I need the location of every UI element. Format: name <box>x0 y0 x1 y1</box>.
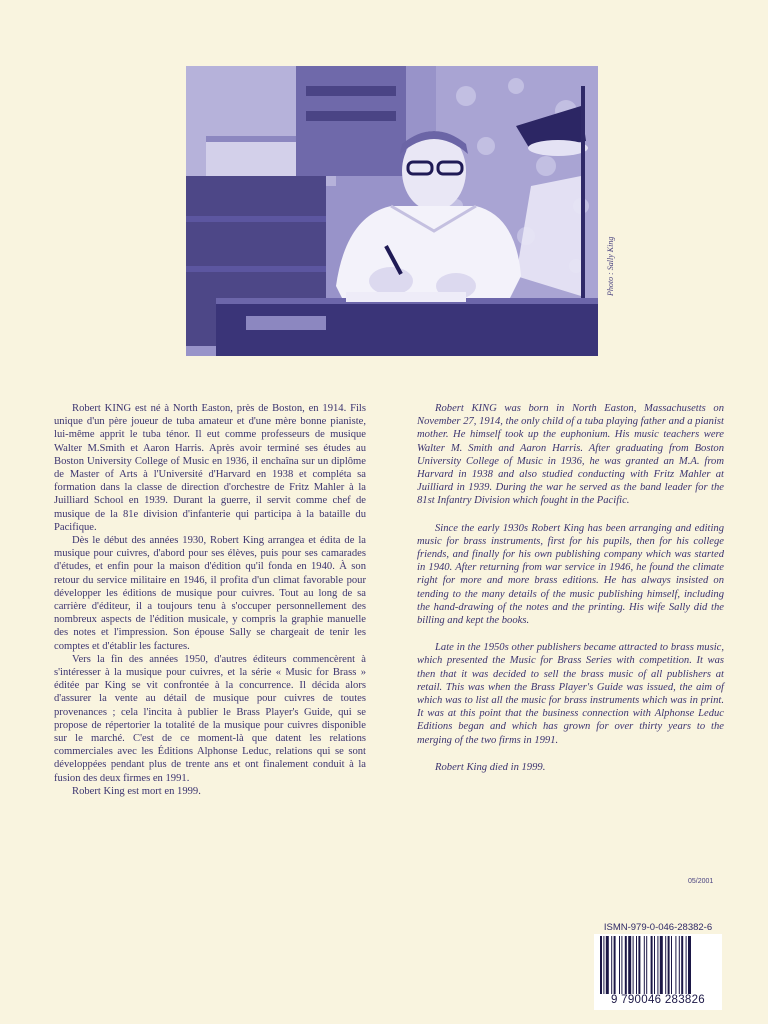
date-code: 05/2001 <box>688 878 714 885</box>
english-paragraph-2: Since the early 1930s Robert King has been arranging and editing music for brass instruments, first for his pupils, then for his college friends, and finally for his own publishing company which was started in 1940. After returning from war service in 1946, he found the climate right for more and more brass editions. He has always insisted on tending to the many details of the music publishing himself, including the hand-drawing of the notes and the printing. His wife Sally did the billing and kept the books. <box>417 522 724 627</box>
english-paragraph-3: Late in the 1950s other publishers became attracted to brass music, which presented the Music for Brass Series with competition. It was then that it was decided to sell the brass music of all publishers at retail. This was when the Brass Player's Guide was issued, the aim of which was to list all the music for brass instruments which was in print. It was at this point that the business connection with Alphonse Leduc Editions began and which has grown for over thirty years to the merging of the two firms in 1991. <box>417 642 724 746</box>
french-paragraph-2: Dès le début des années 1930, Robert King arrangea et édita de la musique pour cuivres, d'abord pour ses élèves, puis pour ses camarades d'études, et enfin pour la maison d'édition qu'il fonda en 1940. À son retour du service militaire en 1946, il profita d'un climat favorable pour développer les éditions de musique pour cuivres. Tout au long de sa carrière d'éditeur, il a toujours tenu à s'occuper personnellement des nombreux aspects de l'édition musicale, y compris la graphie manuelle des notes et l'impression. Son épouse Sally se chargeait de tenir les comptes et d'établir les factures. <box>54 535 366 652</box>
barcode <box>594 934 722 1010</box>
french-paragraph-4: Robert King est mort en 1999. <box>72 785 201 797</box>
barcode-digits: 9 790046 283826 <box>610 994 706 1006</box>
portrait-illustration <box>186 66 598 356</box>
french-paragraph-1: Robert KING est né à North Easton, près de Boston, en 1914. Fils unique d'un père joueur de tuba amateur et d'une mère bonne pianiste, lui-même apprit le tuba ténor. Il eut comme professeurs de musique Walter M.Smith et Aaron Harris. Après avoir terminé ses études au Boston University College of Music en 1936, il enchaîna sur un diplôme de Master of Arts à l'Université d'Harvard en 1938 et compléta sa formation dans la classe de direction d'orchestre de Fritz Mahler à la Juilliard School en 1939. Durant la guerre, il servit comme chef de musique de la 81e division d'infanterie qui participa à la bataille du Pacifique. <box>54 403 366 533</box>
ismn-number: ISMN-979-0-046-28382-6 <box>603 922 713 933</box>
english-biography-column <box>417 402 724 774</box>
photo-credit: Photo : Sally King <box>606 236 615 296</box>
french-biography-column <box>54 402 366 798</box>
french-paragraph-3: Vers la fin des années 1950, d'autres éditeurs commencèrent à s'intéresser à la musique pour cuivres, et la série « Music for Brass » éditée par King se vit confrontée à la concurrence. Il décida alors d'assurer la vente au détail de musique pour cuivres de toutes provenances ; cela l'incita à publier le Brass Player's Guide, qui se propose de répertorier la totalité de la musique pour cuivres disponible sur le marché. C'est de ce moment-là que datent les relations commerciales avec les Éditions Alphonse Leduc, relations qui se sont développées pendant plus de trente ans et ont finalement conduit à la fusion des deux firmes en 1991. <box>54 653 366 784</box>
english-paragraph-4: Robert King died in 1999. <box>435 761 546 773</box>
barcode-bars <box>600 936 716 994</box>
portrait-photo <box>186 66 598 356</box>
english-paragraph-1: Robert KING was born in North Easton, Massachusetts on November 27, 1914, the only child of a tuba playing father and a pianist mother. He himself took up the euphonium. His music teachers were Walter M. Smith and Aaron Harris. After graduating from Boston University College of Music in 1936, he was granted an M.A. from Harvard in 1938 and also studied conducting with Fritz Mahler at Juilliard in 1939. During the war he served as the band leader for the 81st Infantry Division which fought in the Pacific. <box>417 403 724 507</box>
